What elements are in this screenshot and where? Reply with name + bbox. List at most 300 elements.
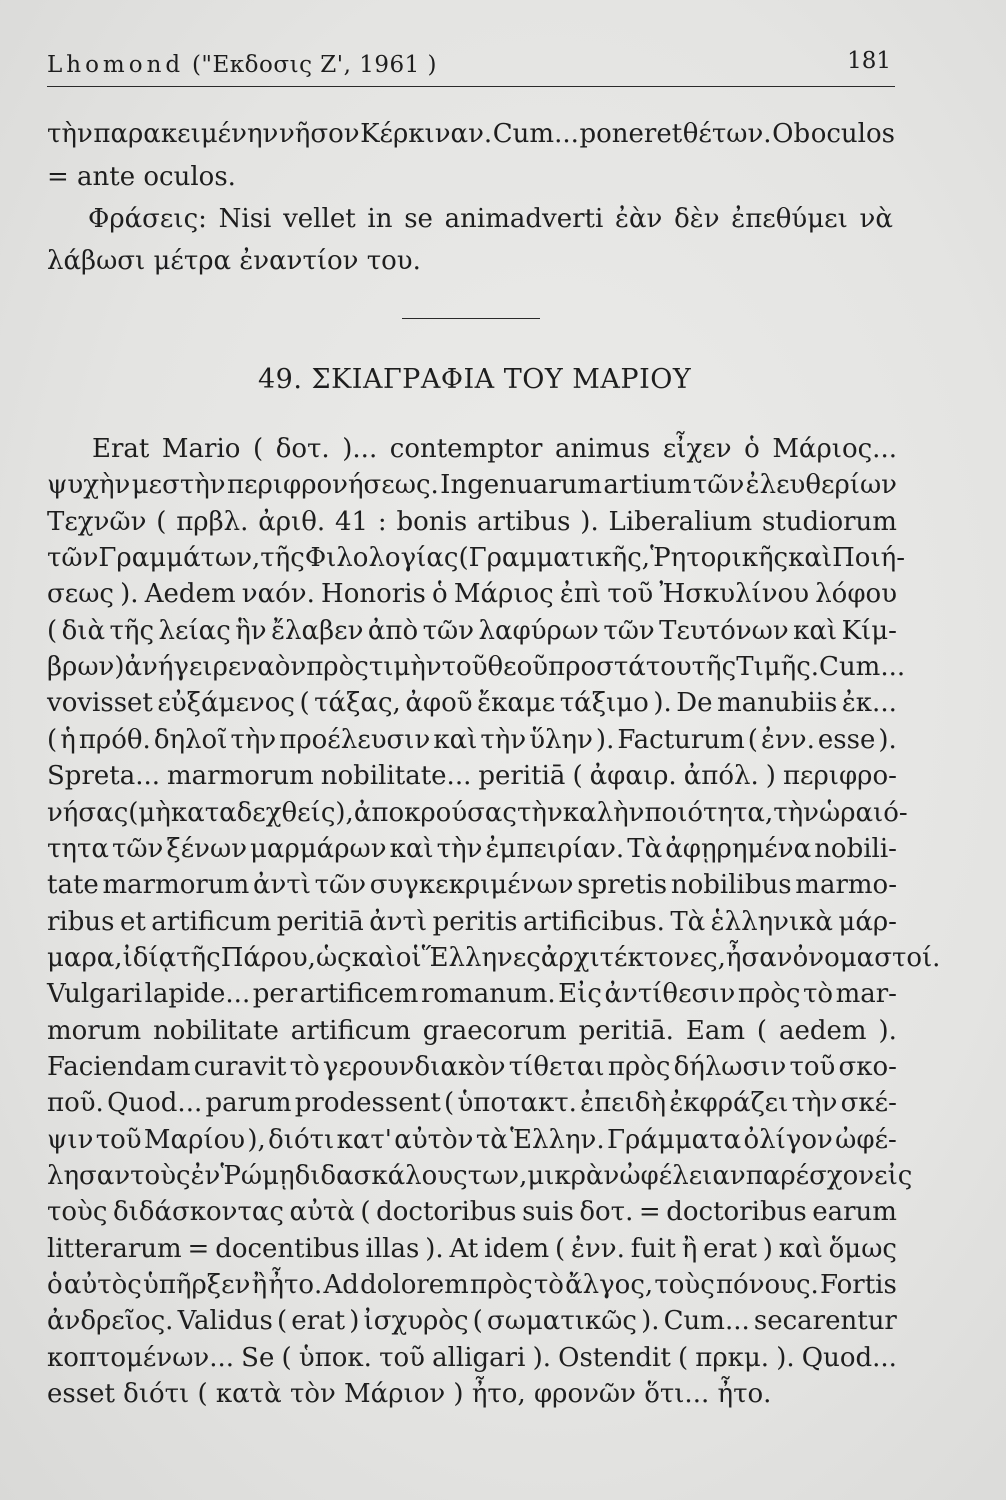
text-line <box>92 432 897 466</box>
word: contemptor <box>389 434 543 464</box>
word: προέλευσιν <box>279 725 431 755</box>
word: τῆς <box>260 543 305 573</box>
word: ὁ <box>744 434 760 464</box>
word: fuit <box>630 1234 676 1264</box>
word: πρκμ. <box>695 1343 770 1373</box>
word: λείας <box>158 616 231 646</box>
header-author: Lhomond <box>47 52 185 78</box>
text-line <box>47 541 906 575</box>
word: idem <box>484 1234 550 1264</box>
word: artificum <box>290 1016 411 1046</box>
word: ribus <box>47 907 115 937</box>
word: nobili- <box>814 834 897 864</box>
word: τὸ <box>289 1052 320 1082</box>
word: animadverti <box>444 204 604 234</box>
word: ὠφέλειαν <box>619 1161 746 1191</box>
word: καὶ <box>778 1234 823 1264</box>
word: Fortis <box>820 1270 897 1300</box>
word: ποῦ. <box>47 1088 104 1118</box>
word: Cum... <box>819 652 906 682</box>
word: Quod... <box>107 1088 203 1118</box>
word: ἐπὶ <box>559 579 602 609</box>
word: πρβλ. <box>176 507 249 537</box>
word: artificem <box>299 979 419 1009</box>
word: marmorum <box>167 761 314 791</box>
word: )... <box>342 434 378 464</box>
word: Vulgari <box>47 979 143 1009</box>
word: εἶχεν <box>662 434 732 464</box>
word: ( <box>444 1088 455 1118</box>
word: Faciendam <box>47 1052 191 1082</box>
word: At <box>449 1234 479 1264</box>
word: τοὺς <box>130 1161 191 1191</box>
word: animus <box>554 434 651 464</box>
word: tate <box>47 870 99 900</box>
word: τοῦ <box>789 1052 836 1082</box>
text-line <box>47 614 897 648</box>
text-line <box>47 1341 897 1375</box>
word: ἐὰν <box>615 204 663 234</box>
text-line <box>47 686 897 720</box>
word: = <box>638 1197 661 1227</box>
word: τὴν <box>773 798 819 828</box>
word: ἀφῃρημένα <box>665 834 812 864</box>
word: se <box>404 204 433 234</box>
text-line <box>47 759 897 793</box>
word: ὁ <box>432 579 448 609</box>
word: Ob <box>772 119 811 149</box>
word: δηλοῖ <box>153 725 228 755</box>
word: τίθεται <box>508 1052 605 1082</box>
word: Γραμματικῆς, <box>468 543 651 573</box>
word: = <box>187 1234 210 1264</box>
header-citation <box>47 52 437 78</box>
word: Ἕλληνες <box>421 943 541 973</box>
word: ἐκ... <box>841 688 897 718</box>
word: Γραμμάτων, <box>98 543 261 573</box>
word: μικρὰν <box>527 1161 620 1191</box>
word: artium <box>603 470 692 500</box>
word: Πάρου, <box>220 943 316 973</box>
word: τάξας, <box>314 688 401 718</box>
word: Quod... <box>801 1343 897 1373</box>
word: ὁ <box>47 1270 63 1300</box>
word: καὶ <box>351 943 396 973</box>
word: ). <box>532 1343 551 1373</box>
word: Mario <box>161 434 241 464</box>
word: τὸ <box>533 1270 564 1300</box>
word: σκο- <box>838 1052 897 1082</box>
text-line <box>47 1159 913 1193</box>
word: τητα <box>47 834 109 864</box>
word: ἦτο. <box>268 1270 323 1300</box>
word: μὴ <box>138 798 171 828</box>
word: ). <box>120 579 139 609</box>
word: ἄλγος, <box>565 1270 654 1300</box>
word: Ἠσκυλίνου <box>659 579 810 609</box>
word: τῶν <box>692 470 745 500</box>
word: λόφου <box>815 579 897 609</box>
text-line <box>47 577 897 611</box>
running-header <box>47 44 895 87</box>
word: ἀπόλ. <box>683 761 759 791</box>
word: prodessent <box>294 1088 441 1118</box>
word: peritiā <box>276 907 364 937</box>
word: ἐνν. <box>571 1234 625 1264</box>
word: graecorum <box>422 1016 567 1046</box>
word: erat <box>703 1234 757 1264</box>
word: ὀνομαστοί. <box>792 943 941 973</box>
word: ) <box>762 1234 773 1264</box>
word: σκέ- <box>840 1088 897 1118</box>
word: nobilitate <box>153 1016 279 1046</box>
word: τάξιμο <box>559 688 649 718</box>
word: λαφύρων <box>478 616 599 646</box>
word: δοτ. <box>579 1197 634 1227</box>
word: θέτων. <box>682 119 772 149</box>
word: νήσας <box>47 798 129 828</box>
word: δὲν <box>674 204 720 234</box>
word: oculos <box>810 119 895 149</box>
word: ) <box>114 652 125 682</box>
word: Ingenuarum <box>440 470 603 500</box>
word: ( <box>677 1343 689 1373</box>
word: τὴν <box>517 798 563 828</box>
word: προστάτου <box>548 652 692 682</box>
text-line <box>47 941 941 975</box>
word: ἔλαβεν <box>271 616 364 646</box>
word: spretis <box>577 870 668 900</box>
word: ). <box>653 688 672 718</box>
page-number: 181 <box>847 48 891 74</box>
word: ( <box>554 1234 566 1264</box>
word: τὴν <box>480 725 527 755</box>
word: ( <box>253 434 264 464</box>
text-line <box>47 650 906 684</box>
header-edition: ("Εκδοσις Ζ', 1961 ) <box>191 52 438 78</box>
word: νῆσον <box>278 119 360 149</box>
word: διδάσκοντας <box>112 1197 284 1227</box>
text-line <box>47 723 897 757</box>
word: πρὸς <box>306 652 369 682</box>
text-line <box>88 202 893 236</box>
word: curavit <box>193 1052 287 1082</box>
word: Ῥώμῃ <box>220 1161 295 1191</box>
text-line <box>47 1232 897 1266</box>
word: τοὺς <box>47 1197 108 1227</box>
word: ψυχὴν <box>47 470 131 500</box>
word: ἔκαμε <box>477 688 556 718</box>
word: σωματικῶς <box>486 1306 637 1336</box>
word: διὰ <box>61 616 106 646</box>
word: Ῥητορικῆς <box>650 543 789 573</box>
word: Κίμ- <box>841 616 897 646</box>
word: ( <box>756 1016 768 1046</box>
word: ἦσαν <box>725 943 793 973</box>
word: ). <box>580 507 599 537</box>
word: erat <box>291 1306 346 1336</box>
word: ὀλίγον <box>743 1125 833 1155</box>
word: ὠφέ- <box>835 1125 897 1155</box>
word: De <box>676 688 713 718</box>
word: τῶν <box>603 616 655 646</box>
word: αὐτὸν <box>394 1125 474 1155</box>
word: Ostendit <box>558 1343 671 1373</box>
text-line <box>47 868 897 902</box>
word: Μάριος <box>453 579 554 609</box>
word: peritis <box>432 907 518 937</box>
word: τοῦ <box>441 652 488 682</box>
word: τὴν <box>230 725 277 755</box>
word: ὅμως <box>828 1234 897 1264</box>
word: τῆς <box>691 652 737 682</box>
word: ἐν <box>190 1161 221 1191</box>
word: per <box>252 979 298 1009</box>
word: πόνους. <box>715 1270 819 1300</box>
word: et <box>119 907 146 937</box>
word: ὕλην <box>529 725 593 755</box>
word: δοτ. <box>275 434 330 464</box>
word: doctoribus <box>376 1197 517 1227</box>
word: dolorem <box>360 1270 469 1300</box>
word: ἀντίθεσιν <box>604 979 736 1009</box>
word: suis <box>522 1197 574 1227</box>
word: alligari <box>432 1343 526 1373</box>
word: ποιότητα, <box>644 798 774 828</box>
word: esse <box>817 725 876 755</box>
word: περιφρο- <box>782 761 897 791</box>
word: vellet <box>283 204 356 234</box>
word: parum <box>205 1088 292 1118</box>
word: πρὸς <box>470 1270 533 1300</box>
word: ἀνήγειρε <box>124 652 242 682</box>
text-line <box>47 1123 897 1157</box>
word: ( <box>299 688 310 718</box>
word: in <box>367 204 393 234</box>
word: πρὸς <box>737 979 801 1009</box>
word: μαρμάρων <box>250 834 387 864</box>
text-line <box>47 505 897 539</box>
text-line <box>47 1014 897 1048</box>
word: Validus <box>177 1306 273 1336</box>
word: Aedem <box>144 579 236 609</box>
word: ψιν <box>47 1125 94 1155</box>
word: Τιμῆς. <box>736 652 820 682</box>
word: Spreta... <box>47 761 161 791</box>
word: τῶν <box>422 616 475 646</box>
word: Μαρίου <box>143 1125 246 1155</box>
word: ). <box>878 1016 897 1046</box>
word: τὰ <box>475 1125 508 1155</box>
word: ), <box>247 1125 266 1155</box>
word: αὐτὸς <box>63 1270 142 1300</box>
word: Τὰ <box>627 834 663 864</box>
word: ἡ <box>60 725 76 755</box>
word: Ἑλλην. <box>510 1125 605 1155</box>
section-title: 49. ΣΚΙΑΓΡΑΦΙΑ ΤΟΥ ΜΑΡΙΟΥ <box>258 364 692 395</box>
word: ἐπειδὴ <box>580 1088 667 1118</box>
text-line <box>47 117 895 151</box>
word: ὑπῆρξεν <box>143 1270 251 1300</box>
word: μαρα, <box>47 943 123 973</box>
text-line: λάβωσι μέτρα ἐναντίον του. <box>47 246 421 276</box>
word: καταδεχθείς <box>170 798 336 828</box>
word: studiorum <box>761 507 897 537</box>
word: τὴν <box>791 1088 838 1118</box>
section-divider <box>402 318 540 319</box>
word: ἀντὶ <box>369 907 428 937</box>
word: ἰσχυρὸς <box>363 1306 469 1336</box>
word: καὶ <box>433 725 478 755</box>
text-line <box>47 1195 897 1229</box>
word: διότι <box>268 1125 335 1155</box>
word: ἣν <box>235 616 267 646</box>
word: κατ' <box>336 1125 392 1155</box>
word: οἱ <box>395 943 422 973</box>
word: Φιλολογίας <box>304 543 459 573</box>
word: ὡς <box>315 943 352 973</box>
word: τὴν <box>436 834 483 864</box>
word: ( <box>281 1343 292 1373</box>
word: artificum <box>151 907 272 937</box>
text-line <box>47 468 897 502</box>
text-line <box>47 1268 897 1302</box>
word: Φράσεις: <box>88 204 207 234</box>
word: των, <box>467 1161 528 1191</box>
word: poneret <box>579 119 683 149</box>
word: artificibus. <box>522 907 665 937</box>
word: καὶ <box>389 834 434 864</box>
word: τιμὴν <box>368 652 442 682</box>
word: peritiā <box>478 761 566 791</box>
word: παρέσχον <box>745 1161 875 1191</box>
word: artibus <box>477 507 571 537</box>
text-line <box>47 796 908 830</box>
word: Erat <box>92 434 150 464</box>
word: Nisi <box>218 204 272 234</box>
word: Τεχνῶν <box>47 507 147 537</box>
word: περιφρονήσεως. <box>226 470 439 500</box>
word: τὴν <box>47 119 93 149</box>
word: ( <box>47 725 58 755</box>
word: nobilitate... <box>320 761 472 791</box>
word: ναὸν <box>241 652 307 682</box>
word: Ποιή- <box>832 543 906 573</box>
word: ) <box>765 761 776 791</box>
word: lapide... <box>144 979 251 1009</box>
word: bonis <box>396 507 468 537</box>
word: litterarum <box>47 1234 182 1264</box>
word: ἐμπειρίαν. <box>485 834 625 864</box>
word: ἐλευθερίων <box>745 470 897 500</box>
word: ἢ <box>681 1234 698 1264</box>
word: τῶν <box>47 543 99 573</box>
word: Honoris <box>321 579 426 609</box>
word: τοῦ <box>607 579 654 609</box>
word: Εἰς <box>558 979 602 1009</box>
word: ἐνν. <box>761 725 815 755</box>
text-line <box>47 832 897 866</box>
word: Facturum <box>617 725 745 755</box>
word: ). <box>776 1343 795 1373</box>
word: ἐκφράζει <box>669 1088 789 1118</box>
word: Μάριος... <box>772 434 897 464</box>
word: κοπτομένων... <box>47 1343 235 1373</box>
word: Τὰ <box>670 907 706 937</box>
word: εὐξάμενος <box>157 688 295 718</box>
word: διδασκάλους <box>294 1161 468 1191</box>
word: νὰ <box>859 204 893 234</box>
word: ἀρχιτέκτονες, <box>540 943 726 973</box>
word: ἢ <box>251 1270 268 1300</box>
word: δήλωσιν <box>673 1052 787 1082</box>
word: ( <box>472 1306 483 1336</box>
word: πρὸς <box>607 1052 671 1082</box>
word: τοῦ <box>379 1343 425 1373</box>
word: ὡραιό- <box>819 798 908 828</box>
word: λησαν <box>47 1161 131 1191</box>
word: θεοῦ <box>487 652 549 682</box>
word: illas <box>365 1234 420 1264</box>
word: ( <box>277 1306 288 1336</box>
word: ἀφαιρ. <box>589 761 677 791</box>
word: manubiis <box>717 688 838 718</box>
word: καὶ <box>788 543 833 573</box>
text-line <box>47 977 897 1011</box>
text-line <box>47 1050 897 1084</box>
word: πρόθ. <box>78 725 151 755</box>
word: ἰδίᾳ <box>122 943 177 973</box>
word: τῶν <box>314 870 367 900</box>
word: Se <box>241 1343 275 1373</box>
word: τῶν <box>111 834 164 864</box>
word: ( <box>156 507 167 537</box>
word: ὑποκ. <box>298 1343 372 1373</box>
word: Κέρκιναν. <box>360 119 493 149</box>
word: ἀπὸ <box>367 616 419 646</box>
word: ( <box>360 1197 371 1227</box>
word: doctoribus <box>666 1197 807 1227</box>
text-line: = ante oculos. <box>47 162 236 192</box>
word: Γράμματα <box>606 1125 742 1155</box>
word: ἑλληνικὰ <box>710 907 833 937</box>
word: μάρ- <box>838 907 897 937</box>
word: ( <box>747 725 758 755</box>
word: 41 <box>334 507 369 537</box>
word: ναόν. <box>241 579 315 609</box>
word: ) <box>349 1306 360 1336</box>
text-line <box>47 1086 897 1120</box>
word: mar- <box>835 979 897 1009</box>
text-line <box>47 1304 897 1338</box>
word: παρακειμένην <box>93 119 279 149</box>
word: secarentur <box>753 1306 897 1336</box>
word: ἀντὶ <box>252 870 311 900</box>
word: marmo- <box>795 870 897 900</box>
word: ἀνδρεῖος. <box>47 1306 174 1336</box>
word: τῆς <box>176 943 221 973</box>
word: ). <box>425 1234 444 1264</box>
word: αὐτὰ <box>289 1197 355 1227</box>
word: ὑποτακτ. <box>457 1088 577 1118</box>
word: ). <box>641 1306 660 1336</box>
word: ). <box>878 725 897 755</box>
word: Liberalium <box>608 507 753 537</box>
word: καὶ <box>793 616 838 646</box>
word: τῆς <box>109 616 155 646</box>
word: ἐπεθύμει <box>731 204 848 234</box>
word: Τευτόνων <box>659 616 789 646</box>
